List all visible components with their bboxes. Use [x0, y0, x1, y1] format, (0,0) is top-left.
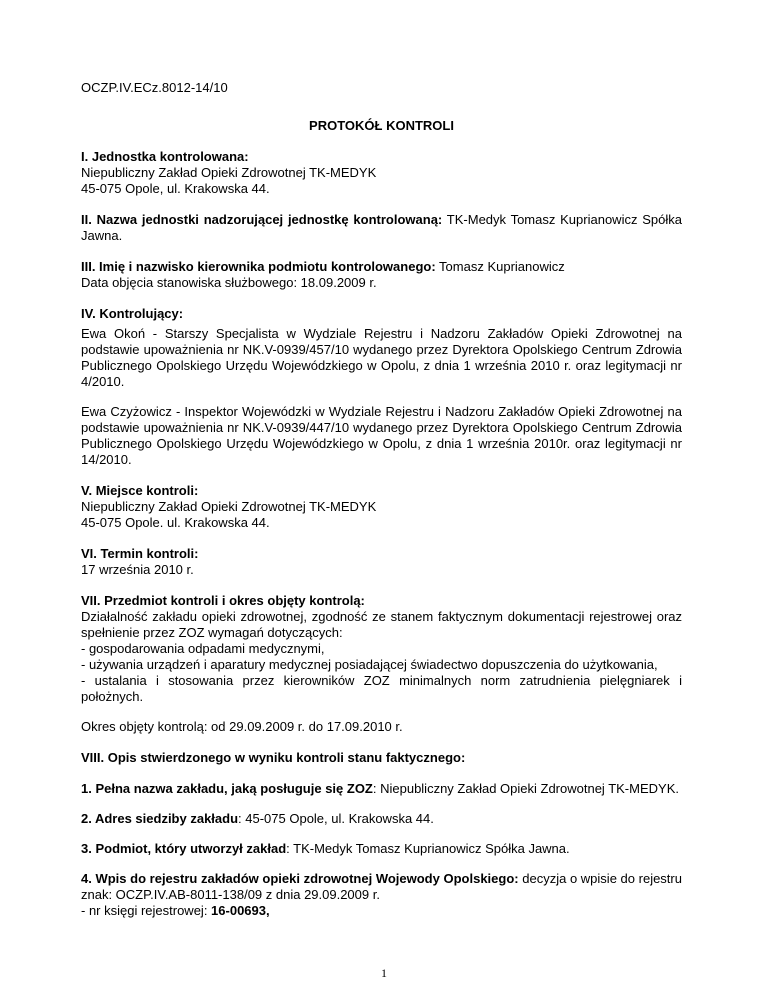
finding-item	[81, 811, 682, 827]
inspector-paragraph: Ewa Czyżowicz - Inspektor Wojewódzki w Wydziale Rejestru i Nadzoru Zakładów Opieki Zdrowotnej na podstawie upoważnienia nr NK.V-0939/447/10 wydanego przez Dyrektora Opolskiego Centrum Zdrowia Publicznego Opolskiego Urzędu Wojewódzkiego w Opolu, z dnia 1 września 2010r. oraz legitymacji nr 14/2010.	[81, 404, 682, 467]
page-number: 1	[381, 966, 387, 980]
section-manager	[81, 259, 682, 291]
finding-text: : TK-Medyk Tomasz Kuprianowicz Spółka Jawna.	[286, 841, 570, 856]
section-date	[81, 546, 682, 578]
unit-name: Niepubliczny Zakład Opieki Zdrowotnej TK-MEDYK	[81, 165, 377, 180]
section-findings	[81, 750, 682, 919]
finding-text: decyzja o wpisie do rejestru znak: OCZP.IV.AB-8011-138/09 z dnia 29.09.2009 r.	[81, 871, 682, 902]
finding-label: 3. Podmiot, który utworzył zakład	[81, 841, 287, 856]
document-title: PROTOKÓŁ KONTROLI	[309, 118, 454, 133]
manager-name: Tomasz Kuprianowicz	[439, 259, 565, 274]
manager-start-date: Data objęcia stanowiska służbowego: 18.09.2009 r.	[81, 275, 377, 290]
section-heading: II. Nazwa jednostki nadzorującej jednostkę kontrolowaną:	[81, 212, 443, 227]
finding-label: 4. Wpis do rejestru zakładów opieki zdrowotnej Wojewody Opolskiego:	[81, 871, 519, 886]
unit-address: 45-075 Opole, ul. Krakowska 44.	[81, 181, 270, 196]
section-heading: VII. Przedmiot kontroli i okres objęty kontrolą:	[81, 593, 365, 608]
section-heading: VIII. Opis stwierdzonego w wyniku kontroli stanu faktycznego:	[81, 750, 466, 765]
section-controlled-unit	[81, 149, 682, 197]
scope-intro: Działalność zakładu opieki zdrowotnej, zgodność ze stanem faktycznym dokumentacji rejestrowej oraz spełnienie przez ZOZ wymagań dotyczących:	[81, 609, 682, 640]
section-heading: IV. Kontrolujący:	[81, 306, 184, 321]
finding-label: 1. Pełna nazwa zakładu, jaką posługuje się ZOZ	[81, 781, 373, 796]
scope-item: - gospodarowania odpadami medycznymi,	[81, 641, 325, 656]
finding-text: : Niepubliczny Zakład Opieki Zdrowotnej TK-MEDYK.	[372, 781, 679, 796]
register-book-label: - nr księgi rejestrowej:	[81, 903, 212, 918]
finding-text: : 45-075 Opole, ul. Krakowska 44.	[238, 811, 434, 826]
section-heading: I. Jednostka kontrolowana:	[81, 149, 249, 164]
finding-item	[81, 871, 682, 903]
control-date: 17 września 2010 r.	[81, 562, 194, 577]
inspector-paragraph: Ewa Okoń - Starszy Specjalista w Wydziale Rejestru i Nadzoru Zakładów Opieki Zdrowotnej na podstawie upoważnienia nr NK.V-0939/457/10 wydanego przez Dyrektora Opolskiego Centrum Zdrowia Publicznego Opolskiego Urzędu Wojewódzkiego w Opolu, z dnia 1 września 2010 r. oraz legitymacji nr 4/2010.	[81, 326, 682, 389]
section-supervising-unit	[81, 212, 682, 244]
scope-item: - ustalania i stosowania przez kierowników ZOZ minimalnych norm zatrudnienia pielęgniarek i położnych.	[81, 673, 682, 704]
location-name: Niepubliczny Zakład Opieki Zdrowotnej TK-MEDYK	[81, 499, 377, 514]
register-book-number: 16-00693,	[211, 903, 270, 918]
section-heading: VI. Termin kontroli:	[81, 546, 199, 561]
location-address: 45-075 Opole. ul. Krakowska 44.	[81, 515, 270, 530]
section-heading: V. Miejsce kontroli:	[81, 483, 199, 498]
supervising-unit-name: TK-Medyk Tomasz Kuprianowicz Spółka Jawna.	[81, 212, 682, 243]
scope-item: - używania urządzeń i aparatury medycznej posiadającej świadectwo dopuszczenia do użytkowania,	[81, 657, 658, 672]
finding-item	[81, 841, 682, 857]
document-reference: OCZP.IV.ECz.8012-14/10	[81, 80, 228, 95]
scope-period: Okres objęty kontrolą: od 29.09.2009 r. do 17.09.2010 r.	[81, 719, 403, 734]
section-scope	[81, 593, 682, 735]
finding-label: 2. Adres siedziby zakładu	[81, 811, 239, 826]
finding-item	[81, 781, 682, 797]
section-heading: III. Imię i nazwisko kierownika podmiotu kontrolowanego:	[81, 259, 436, 274]
section-inspectors	[81, 306, 682, 468]
finding-item	[81, 903, 682, 919]
section-location	[81, 483, 682, 531]
